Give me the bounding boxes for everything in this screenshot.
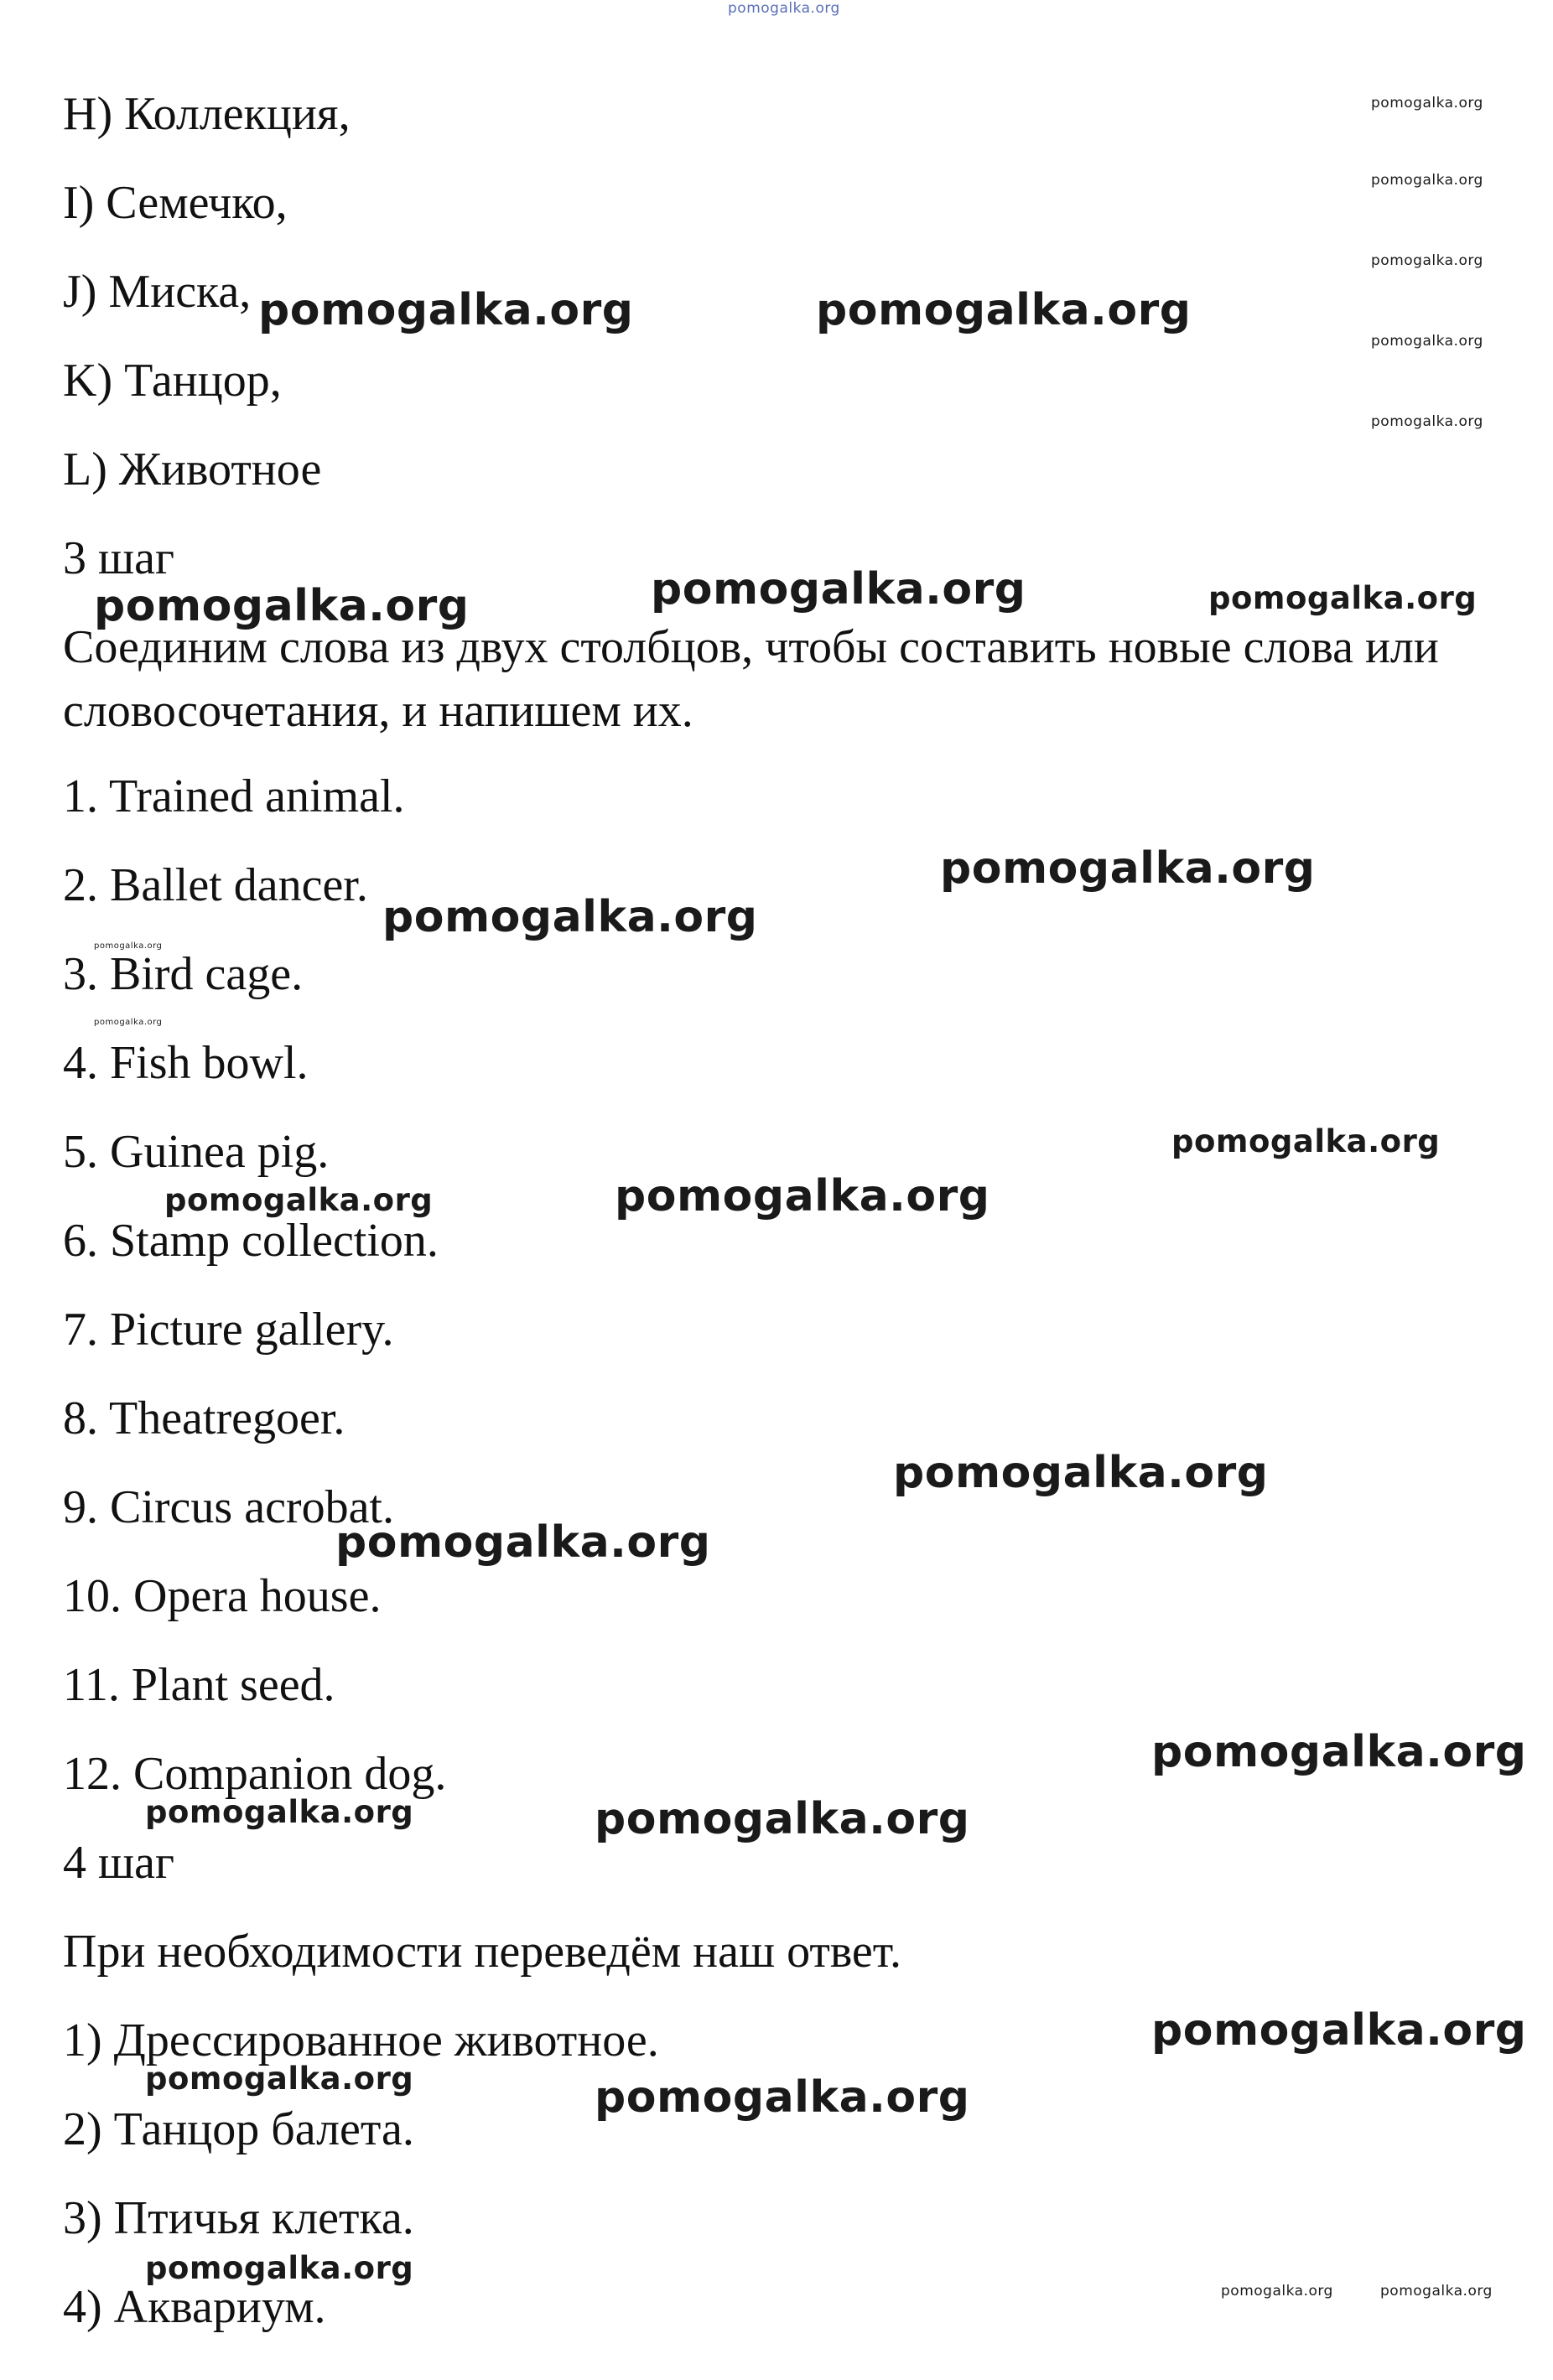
step4-item-1: 1) Дрессированное животное. [63,2014,659,2066]
step3-item-2: 2. Ballet dancer. [63,859,368,911]
watermark: pomogalka.org [145,2061,414,2097]
list-item-l: L) Животное [63,443,322,495]
top-watermark: pomogalka.org [728,0,840,17]
watermark: pomogalka.org [94,581,470,631]
watermark: pomogalka.org [940,843,1316,894]
watermark: pomogalka.org [1371,252,1483,269]
watermark: pomogalka.org [1151,2005,1527,2056]
step3-item-10: 10. Opera house. [63,1570,382,1622]
step3-item-6: 6. Stamp collection. [63,1215,439,1267]
list-item-k: K) Танцор, [63,355,282,407]
watermark: pomogalka.org [1380,2283,1493,2300]
watermark: pomogalka.org [1371,172,1483,189]
step3-item-9: 9. Circus acrobat. [63,1481,394,1533]
watermark: pomogalka.org [382,892,758,942]
step3-item-7: 7. Picture gallery. [63,1304,394,1356]
step4-item-3: 3) Птичья клетка. [63,2192,414,2244]
watermark: pomogalka.org [615,1171,990,1221]
watermark: pomogalka.org [816,285,1192,335]
watermark: pomogalka.org [893,1448,1269,1498]
watermark: pomogalka.org [595,1794,970,1844]
step3-heading: 3 шаг [63,532,174,584]
step4-instruction: При необходимости переведём наш ответ. [63,1926,902,1978]
step3-item-1: 1. Trained animal. [63,770,405,822]
watermark: pomogalka.org [94,941,163,951]
step3-instruction: Соединим слова из двух столбцов, чтобы составить новые слова или словосочетания, и напишем их. [63,621,1439,737]
watermark: pomogalka.org [1171,1123,1441,1159]
step4-item-2: 2) Танцор балета. [63,2103,414,2155]
watermark: pomogalka.org [258,285,634,335]
step4-item-4: 4) Аквариум. [63,2281,326,2333]
step3-item-3: 3. Bird cage. [63,948,304,1000]
watermark: pomogalka.org [335,1517,711,1568]
list-item-h: H) Коллекция, [63,88,351,140]
watermark: pomogalka.org [145,1794,414,1830]
step3-item-8: 8. Theatregoer. [63,1392,345,1444]
watermark: pomogalka.org [595,2072,970,2123]
step3-item-5: 5. Guinea pig. [63,1126,330,1178]
watermark: pomogalka.org [1371,333,1483,350]
step3-item-4: 4. Fish bowl. [63,1037,309,1089]
list-item-j: J) Миска, [63,266,252,318]
watermark: pomogalka.org [164,1182,434,1218]
watermark: pomogalka.org [1208,580,1478,616]
watermark: pomogalka.org [1371,413,1483,430]
watermark: pomogalka.org [145,2250,414,2286]
watermark: pomogalka.org [1371,95,1483,111]
step3-item-11: 11. Plant seed. [63,1659,335,1711]
list-item-i: I) Семечко, [63,177,288,229]
step4-heading: 4 шаг [63,1837,174,1889]
watermark: pomogalka.org [1151,1727,1527,1777]
watermark: pomogalka.org [1221,2283,1333,2300]
watermark: pomogalka.org [651,564,1026,614]
watermark: pomogalka.org [94,1018,163,1027]
step3-item-12: 12. Companion dog. [63,1748,447,1800]
